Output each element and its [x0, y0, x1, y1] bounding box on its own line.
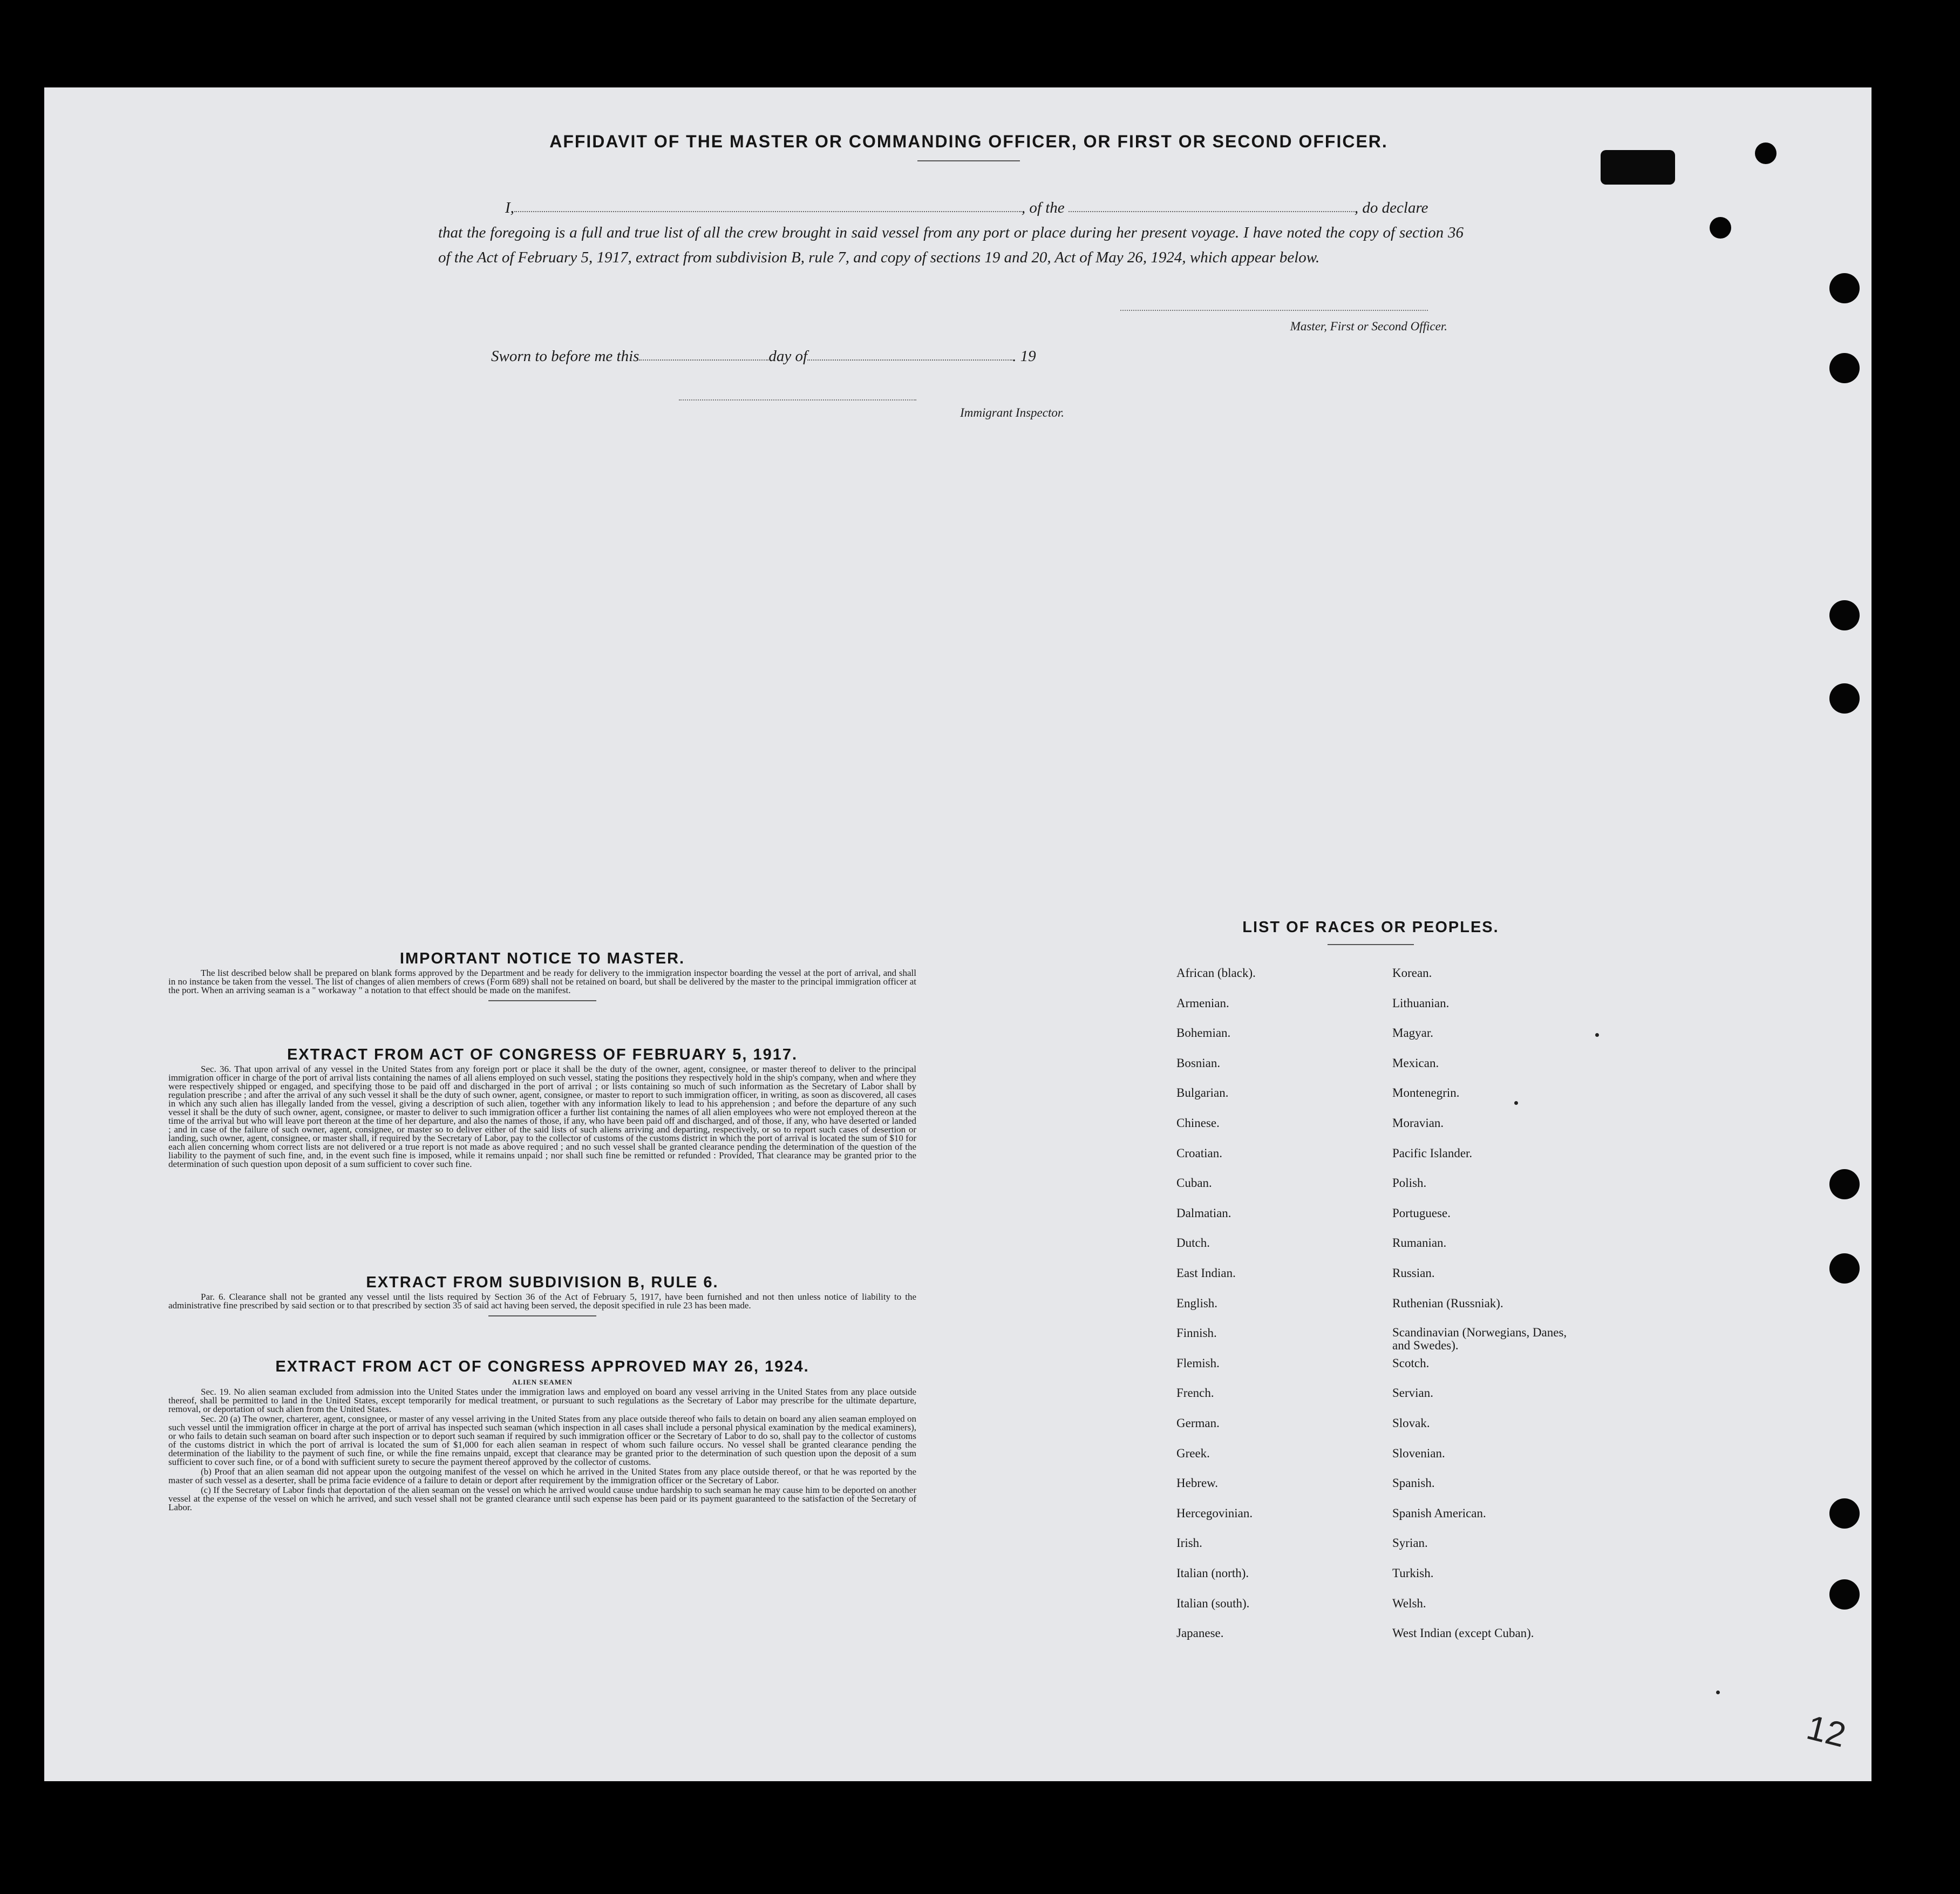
vessel-blank[interactable] — [1069, 206, 1355, 212]
notice-section — [168, 950, 916, 1001]
declaration-first-line — [438, 195, 1464, 220]
race-item: Pacific Islander. — [1392, 1146, 1473, 1160]
binder-hole — [1710, 217, 1731, 239]
day-of-label: day of — [768, 348, 808, 365]
race-item: Bulgarian. — [1176, 1086, 1229, 1100]
title-rule — [1328, 944, 1414, 945]
race-item: Scandinavian (Norwegians, Danes, and Swedes). — [1392, 1326, 1567, 1353]
race-item: West Indian (except Cuban). — [1392, 1626, 1534, 1640]
race-item: Scotch. — [1392, 1356, 1430, 1370]
race-item: Dutch. — [1176, 1236, 1210, 1250]
section-rule — [488, 1315, 596, 1316]
act-1917-title: EXTRACT FROM ACT OF CONGRESS OF FEBRUARY 5, 1917. — [287, 1046, 798, 1063]
race-item: Finnish. — [1176, 1326, 1217, 1340]
notice-text: The list described below shall be prepared on blank forms approved by the Department and be ready for delivery to the immigration inspector boarding the vessel at the port of arrival, and shall in no instance be taken from the vessel. The list of changes of alien members of crews (Form 689) shall not be retained on board, but shall be delivered by the master to the principal immigration officer at the port. When an arriving seaman is a " workaway " a notation to that effect should be made on the manifest. — [168, 968, 916, 995]
race-item: Polish. — [1392, 1176, 1427, 1190]
race-item: Turkish. — [1392, 1566, 1434, 1580]
race-item: Armenian. — [1176, 996, 1229, 1010]
tape-mark — [1601, 150, 1675, 185]
race-item: Dalmatian. — [1176, 1206, 1231, 1220]
name-blank[interactable] — [514, 206, 1022, 212]
inspector-signature-line[interactable] — [679, 399, 916, 400]
binder-hole — [1829, 683, 1860, 714]
speck — [1595, 1033, 1599, 1037]
race-item: Spanish. — [1392, 1476, 1435, 1490]
handwritten-numeral: 12 — [1803, 1707, 1850, 1755]
act-1924-sec20b: (b) Proof that an alien seaman did not appear upon the outgoing manifest of the vessel on which he arrived in the United States from any place outside thereof, or that he was reported by the master of such vessel as a deserter, shall be prima facie evidence of a failure to detain or deport after requirement by the immigration officer or the Secretary of Labor. — [168, 1467, 916, 1485]
year-prefix: . 19 — [1012, 348, 1036, 365]
race-item: Ruthenian (Russniak). — [1392, 1296, 1503, 1310]
race-item: Welsh. — [1392, 1596, 1426, 1610]
rule-6-text: Par. 6. Clearance shall not be granted any vessel until the lists required by Section 36 of the Act of February 5, 1917, have been furnished and not then unless notice of liability to the administrative fine prescribed by said section or to that prescribed by section 35 of said act having been served, the deposit specified in rule 23 has been made. — [168, 1292, 916, 1311]
declaration-paragraph — [438, 195, 1464, 270]
race-item: Mexican. — [1392, 1056, 1439, 1070]
form-page — [44, 87, 1871, 1781]
rule-6-section — [168, 1274, 916, 1316]
signature-label: Master, First or Second Officer. — [1290, 320, 1447, 333]
act-1924-section — [168, 1358, 916, 1512]
rule-6-title: EXTRACT FROM SUBDIVISION B, RULE 6. — [366, 1274, 719, 1291]
notice-title: IMPORTANT NOTICE TO MASTER. — [399, 950, 685, 967]
binder-hole — [1829, 600, 1860, 630]
day-blank[interactable] — [639, 354, 768, 361]
section-rule — [488, 1000, 596, 1001]
binder-hole — [1755, 142, 1777, 164]
affidavit-title — [475, 132, 1462, 161]
race-item: Slovenian. — [1392, 1446, 1445, 1460]
signature-line[interactable] — [1120, 310, 1428, 311]
race-item: East Indian. — [1176, 1266, 1236, 1280]
race-item: Chinese. — [1176, 1116, 1220, 1130]
act-1924-sec19: Sec. 19. No alien seaman excluded from admission into the United States under the immigration laws and employed on board any vessel arriving in the United States from any place outside thereof, shall be permitted to land in the United States, except temporarily for medical treatment, or pursuant to such regulations as the Secretary of Labor may prescribe for the ultimate departure, removal, or deportation of such alien from the United States. — [168, 1387, 916, 1414]
title-rule — [917, 160, 1020, 161]
race-item: Lithuanian. — [1392, 996, 1449, 1010]
sworn-prefix: Sworn to before me this — [491, 348, 639, 365]
binder-hole — [1829, 1253, 1860, 1284]
sworn-line — [491, 348, 1036, 365]
binder-hole — [1829, 353, 1860, 383]
race-item: English. — [1176, 1296, 1218, 1310]
race-item: Japanese. — [1176, 1626, 1224, 1640]
month-blank[interactable] — [807, 354, 1012, 361]
inspector-label: Immigrant Inspector. — [960, 406, 1064, 419]
race-item: Irish. — [1176, 1536, 1202, 1550]
race-item: Slovak. — [1392, 1416, 1430, 1430]
race-item: Montenegrin. — [1392, 1086, 1460, 1100]
race-item: Croatian. — [1176, 1146, 1222, 1160]
i-label: I, — [505, 199, 514, 216]
speck — [1514, 1101, 1518, 1105]
races-title — [1176, 919, 1565, 945]
do-declare-label: , do declare — [1354, 199, 1428, 216]
race-item: Bosnian. — [1176, 1056, 1221, 1070]
race-item: Portuguese. — [1392, 1206, 1451, 1220]
declaration-body: that the foregoing is a full and true list of all the crew brought in said vessel from any port or place during her present voyage. I have noted the copy of section 36 of the Act of February 5, 1917, extract from subdivision B, rule 7, and copy of sections 19 and 20, Act of May 26, 1924, which appear below. — [438, 224, 1464, 266]
race-item: Rumanian. — [1392, 1236, 1447, 1250]
race-item: Korean. — [1392, 966, 1432, 980]
act-1924-sec20c: (c) If the Secretary of Labor finds that deportation of the alien seaman on the vessel on which he arrived would cause undue hardship to such seaman he may cause him to be deported on another vessel at the expense of the vessel on which he arrived, and such vessel shall not be granted clearance until such expense has been paid or its payment guaranteed to the satisfaction of the Secretary of Labor. — [168, 1485, 916, 1512]
race-item: Flemish. — [1176, 1356, 1220, 1370]
race-item: Russian. — [1392, 1266, 1435, 1280]
race-item: Servian. — [1392, 1386, 1434, 1400]
race-item: Moravian. — [1392, 1116, 1444, 1130]
race-item: Greek. — [1176, 1446, 1210, 1460]
race-item: Hercegovinian. — [1176, 1506, 1253, 1520]
races-title-text: LIST OF RACES OR PEOPLES. — [1242, 919, 1499, 936]
of-the-label: , of the — [1021, 199, 1065, 216]
act-1917-section — [168, 1046, 916, 1169]
act-1924-title: EXTRACT FROM ACT OF CONGRESS APPROVED MAY 26, 1924. — [275, 1358, 809, 1375]
act-1924-subtitle: ALIEN SEAMEN — [512, 1378, 573, 1386]
race-item: Hebrew. — [1176, 1476, 1219, 1490]
race-item: Cuban. — [1176, 1176, 1212, 1190]
race-item: Spanish American. — [1392, 1506, 1486, 1520]
race-item: Italian (south). — [1176, 1596, 1250, 1610]
race-item: African (black). — [1176, 966, 1256, 980]
act-1917-text: Sec. 36. That upon arrival of any vessel in the United States from any foreign port or place it shall be the duty of the owner, agent, consignee, or master thereof to deliver to the principal immigration officer in charge of the port of arrival lists containing the names of all aliens employed on such vessel, stating the positions they respectively hold in the ship's company, when and where they were respectively shipped or engaged, and specifying those to be paid off and discharged in the port of arrival ; or lists containing so much of such information as the Secretary of Labor shall by regulation prescribe ; and after the arrival of any such vessel it shall be the duty of such owner, agent, consignee, or master to report to such immigration officer, in writing, as soon as discovered, all cases in which any such alien has illegally landed from the vessel, giving a description of such alien, together with any information likely to lead to his apprehension ; and before the departure of any such vessel it shall be the duty of such owner, agent, consignee, or master to deliver to such immigration officer a further list containing the names of all alien employees who were not employed thereon at the time of the arrival but who will leave port thereon at the time of her departure, and also the names of those, if any, who have been paid off and discharged, and of those, if any, who have deserted or landed ; and in case of the failure of such owner, agent, consignee, or master so to deliver either of the said lists of such aliens arriving and departing, respectively, or so to report such cases of desertion or landing, such owner, agent, consignee, or master shall, if required by the Secretary of Labor, pay to the collector of customs of the customs district in which the port of arrival is located the sum of $10 for each alien concerning whom correct lists are not delivered or a true report is not made as above required ; and no such vessel shall be granted clearance pending the determination of the question of the liability to the payment of such fine, and, in the event such fine is imposed, while it remains unpaid ; nor shall such fine be remitted or refunded : Provided, That clearance may be granted prior to the determination of such question upon deposit of a sum sufficient to cover such fine. — [168, 1064, 916, 1169]
race-item: Syrian. — [1392, 1536, 1428, 1550]
binder-hole — [1829, 1579, 1860, 1610]
binder-hole — [1829, 1498, 1860, 1529]
race-item: Bohemian. — [1176, 1026, 1231, 1040]
act-1924-sec20a: Sec. 20 (a) The owner, charterer, agent, consignee, or master of any vessel arriving in the United States from any place outside thereof who fails to detain on board any alien seaman employed on such vessel until the immigration officer in charge at the port of arrival has inspected such seaman (which inspection in all cases shall include a personal physical examination by the medical examiners), or who fails to detain such seaman on board after such inspection or to deport such seaman if required by such immigration officer or the Secretary of Labor to do so, shall pay to the collector of customs of the customs district in which the port of arrival is located the sum of $1,000 for each alien seaman in respect of whom such failure occurs. No vessel shall be granted clearance pending the determination of the liability to the payment of such fine, or while the fine remains unpaid, except that clearance may be granted prior to the determination of such question upon the deposit of a sum sufficient to cover such fine, or of a bond with sufficient surety to secure the payment thereof approved by the collector of customs. — [168, 1414, 916, 1467]
race-item: French. — [1176, 1386, 1214, 1400]
race-item: German. — [1176, 1416, 1220, 1430]
race-item: Italian (north). — [1176, 1566, 1249, 1580]
speck — [1716, 1691, 1720, 1694]
binder-hole — [1829, 1169, 1860, 1199]
binder-hole — [1829, 273, 1860, 303]
affidavit-title-text: AFFIDAVIT OF THE MASTER OR COMMANDING OFFICER, OR FIRST OR SECOND OFFICER. — [549, 132, 1388, 151]
race-item: Magyar. — [1392, 1026, 1434, 1040]
